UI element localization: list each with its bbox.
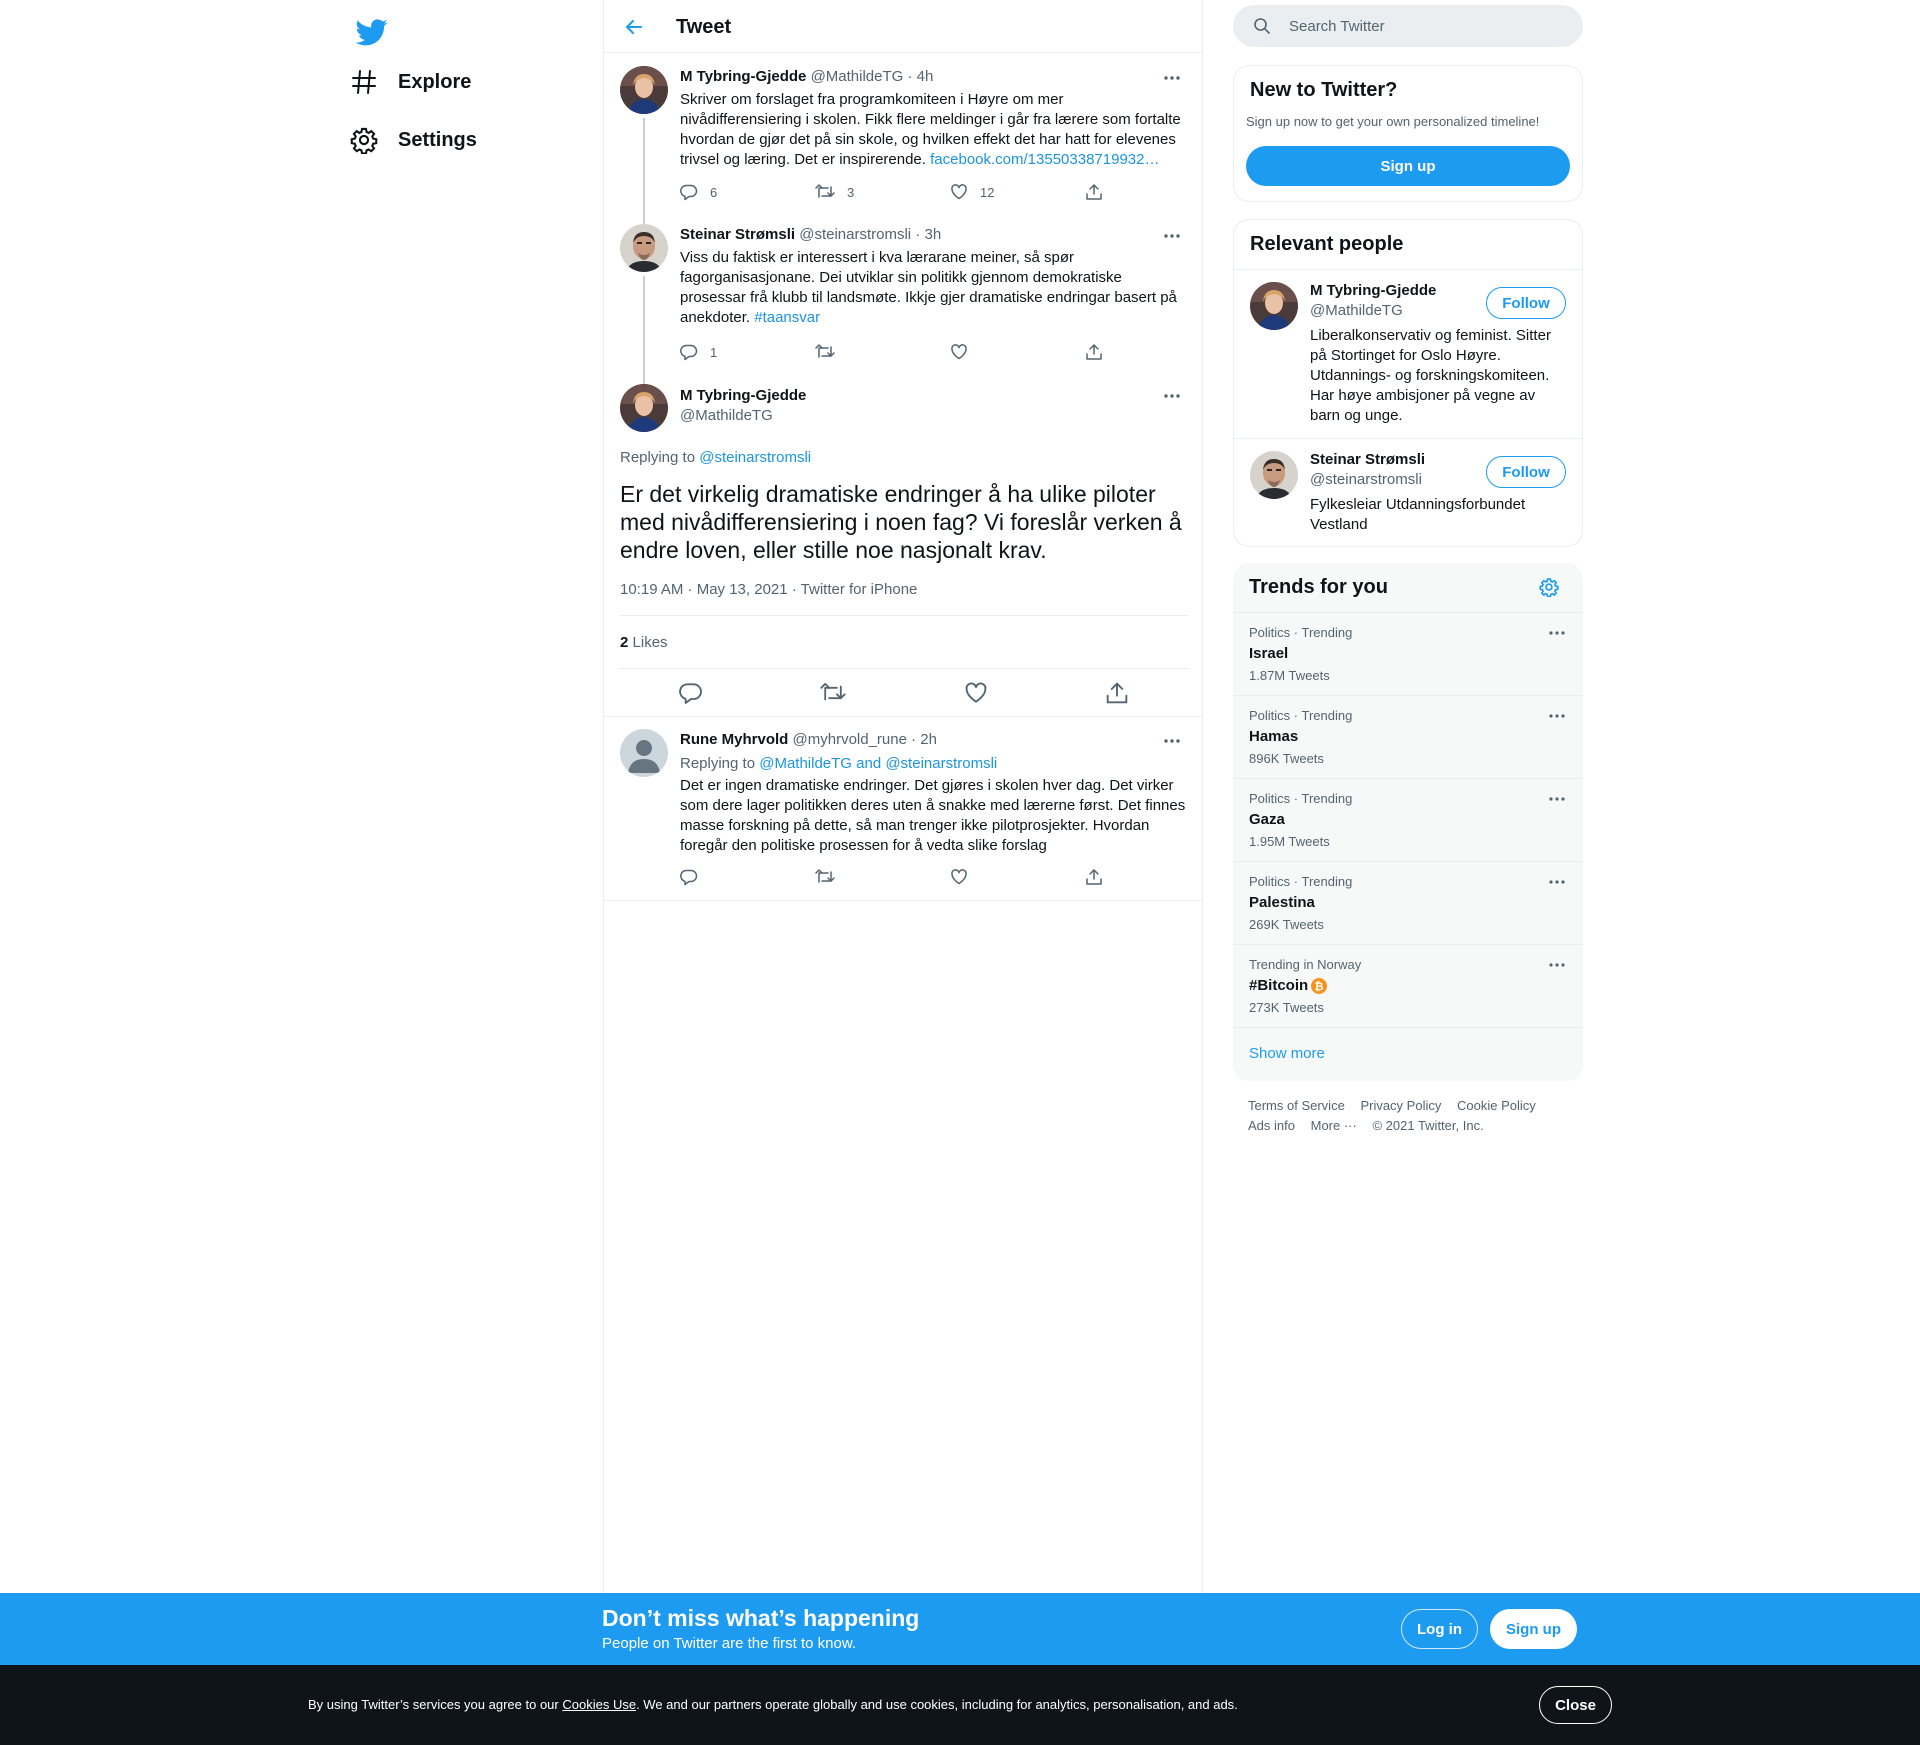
- show-more-link[interactable]: Show more: [1249, 1045, 1325, 1062]
- text-line: fagorganisasjonane. Dei utviklar sin politikk gjennom demokratiske: [680, 269, 1122, 286]
- search-input[interactable]: [1289, 5, 1569, 47]
- author-name[interactable]: M Tybring-Gjedde: [680, 68, 807, 85]
- author-name[interactable]: Steinar Strømsli: [680, 226, 796, 243]
- tweet-header: [680, 730, 937, 750]
- divider: [620, 615, 1188, 616]
- thread-connector: [643, 372, 645, 384]
- share-button[interactable]: [1085, 342, 1110, 362]
- footer-link[interactable]: Cookie Policy: [1456, 1098, 1536, 1113]
- trend-name: Palestina: [1249, 894, 1315, 911]
- heart-icon: [950, 868, 980, 886]
- text-line: hvordan de gjør det på sin skole, og hvilken effekt det har hatt for elevenes: [680, 131, 1176, 148]
- author-name[interactable]: Rune Myhrvold: [680, 731, 789, 748]
- text-line: foregår den politiske prosessen for å vedta slike forslag: [680, 837, 1047, 854]
- replying-to: [680, 754, 997, 774]
- trend-name: [1249, 977, 1327, 994]
- more-icon[interactable]: [1547, 627, 1567, 639]
- text-line: Er det virkelig dramatiske endringer å ha ulike piloter: [620, 481, 1156, 507]
- person-bio: [1310, 326, 1570, 426]
- thread-connector: [643, 212, 645, 224]
- footer-links: [1248, 1096, 1578, 1136]
- banner-signup-button[interactable]: Sign up: [1490, 1609, 1577, 1649]
- like-count: 12: [980, 184, 995, 200]
- more-icon[interactable]: [1160, 731, 1184, 751]
- gear-icon: [350, 126, 378, 154]
- signup-button[interactable]: Sign up: [1246, 146, 1570, 186]
- divider: [1233, 1027, 1583, 1028]
- more-icon[interactable]: [1547, 793, 1567, 805]
- relevant-people-card: [1233, 219, 1583, 547]
- avatar[interactable]: [620, 224, 668, 272]
- thread-tweet[interactable]: [604, 212, 1202, 372]
- reply-icon: [680, 868, 710, 886]
- bio-line: Liberalkonservativ og feminist. Sitter: [1310, 327, 1551, 344]
- hashtag-link[interactable]: #taansvar: [754, 309, 821, 326]
- signup-subtitle: Sign up now to get your own personalized timeline!: [1246, 114, 1540, 129]
- trend-name: Hamas: [1249, 728, 1299, 745]
- trend-category: Trending in Norway: [1249, 957, 1362, 972]
- more-icon[interactable]: [1547, 959, 1567, 971]
- trend-name: Gaza: [1249, 811, 1285, 828]
- cookies-use-link[interactable]: Cookies Use: [562, 1697, 637, 1712]
- follow-button[interactable]: Follow: [1486, 287, 1566, 319]
- cookie-bar: [0, 1665, 1920, 1745]
- replying-to: [620, 448, 811, 468]
- page-header: [604, 0, 1202, 53]
- bitcoin-icon: [1311, 978, 1327, 994]
- more-icon[interactable]: [1547, 710, 1567, 722]
- avatar[interactable]: [620, 66, 668, 114]
- trend-category: Politics · Trending: [1249, 625, 1353, 640]
- retweet-icon: [815, 868, 847, 886]
- more-icon[interactable]: [1160, 226, 1184, 246]
- person-item[interactable]: [1234, 438, 1582, 547]
- share-icon[interactable]: [1105, 681, 1129, 707]
- cookie-prefix: By using Twitter’s services you agree to our: [308, 1697, 559, 1712]
- page-title: Tweet: [676, 16, 732, 38]
- retweet-count: 3: [847, 184, 855, 200]
- card-title: Trends for you: [1249, 576, 1388, 598]
- close-button[interactable]: Close: [1539, 1686, 1612, 1724]
- reply-count: 6: [710, 184, 718, 200]
- tweet-actions: [680, 342, 1110, 362]
- tweet-time[interactable]: · 2h: [911, 731, 937, 748]
- bio-line: Har høye ambisjoner på vegne av: [1310, 387, 1536, 404]
- nav-explore-label: Explore: [398, 70, 472, 93]
- tweet-header: [680, 225, 941, 245]
- tweet-meta[interactable]: 10:19 AM · May 13, 2021 · Twitter for iPhone: [620, 581, 918, 598]
- trend-item[interactable]: [1233, 612, 1583, 695]
- trend-name: Israel: [1249, 645, 1289, 662]
- divider: [604, 900, 1202, 901]
- avatar[interactable]: [1250, 282, 1298, 330]
- banner-title: Don’t miss what’s happening: [602, 1605, 920, 1631]
- author-handle[interactable]: [680, 406, 773, 426]
- divider: [620, 668, 1188, 669]
- author-name[interactable]: [680, 386, 806, 406]
- share-icon: [1085, 183, 1115, 201]
- share-icon: [1085, 868, 1115, 886]
- person-name[interactable]: Steinar Strømsli: [1310, 451, 1426, 468]
- footer-link[interactable]: Privacy Policy: [1360, 1098, 1442, 1113]
- footer-link[interactable]: Ads info: [1248, 1118, 1295, 1133]
- author-handle[interactable]: @myhrvold_rune: [792, 731, 907, 748]
- login-button[interactable]: Log in: [1401, 1609, 1478, 1649]
- text-line: anekdoter.: [680, 309, 751, 326]
- nav-settings-label: Settings: [398, 128, 477, 151]
- replying-to-link[interactable]: @MathildeTG and @steinarstromsli: [759, 755, 998, 772]
- reply-button[interactable]: [680, 867, 815, 887]
- trend-category: Politics · Trending: [1249, 874, 1353, 889]
- bio-line: på Stortinget for Oslo Høyre.: [1310, 347, 1501, 364]
- hashtag-icon: [350, 68, 378, 96]
- cookie-suffix: . We and our partners operate globally and use cookies, including for analytics, personalisation, and ads.: [636, 1697, 1238, 1712]
- twitter-bird-icon[interactable]: [350, 10, 394, 54]
- share-icon: [1085, 343, 1115, 361]
- like-button[interactable]: [950, 342, 1085, 362]
- author-handle-text: @MathildeTG: [680, 407, 773, 424]
- tweet-text: [620, 480, 1188, 564]
- reply-icon[interactable]: [679, 681, 703, 707]
- tweet-actions: [620, 681, 1188, 707]
- signup-banner: [0, 1593, 1920, 1665]
- text-line: endre loven, eller stille noe nasjonalt krav.: [620, 537, 1047, 563]
- trend-item[interactable]: [1233, 695, 1583, 778]
- tweet-time[interactable]: · 3h: [915, 226, 942, 243]
- gear-icon[interactable]: [1539, 577, 1559, 597]
- reply-button[interactable]: [680, 182, 815, 202]
- avatar[interactable]: [620, 384, 668, 432]
- retweet-button[interactable]: [815, 342, 950, 362]
- person-name[interactable]: M Tybring-Gjedde: [1310, 282, 1437, 299]
- trend-category: Politics · Trending: [1249, 791, 1353, 806]
- footer-link[interactable]: Terms of Service: [1248, 1098, 1345, 1113]
- thread-connector: [643, 118, 645, 212]
- nav-explore[interactable]: [350, 58, 471, 106]
- card-title: New to Twitter?: [1250, 79, 1398, 101]
- author-handle[interactable]: @steinarstromsli: [799, 226, 912, 243]
- back-button[interactable]: [618, 11, 650, 43]
- main-column: [603, 0, 1203, 1593]
- tweet-time[interactable]: · 4h: [907, 68, 934, 85]
- person-handle[interactable]: @steinarstromsli: [1310, 471, 1422, 488]
- reply-icon: [680, 343, 710, 361]
- tweet-actions: [680, 867, 1110, 887]
- tweet-header: [680, 67, 933, 87]
- tweet-text: [680, 248, 1190, 328]
- share-button[interactable]: [1085, 182, 1110, 202]
- heart-icon: [950, 183, 980, 201]
- card-title: Relevant people: [1250, 233, 1404, 255]
- replying-prefix: Replying to: [680, 755, 756, 772]
- more-icon[interactable]: [1160, 68, 1184, 88]
- retweet-button[interactable]: [815, 867, 950, 887]
- text-line: Skriver om forslaget fra programkomiteen i Høyre om mer: [680, 91, 1064, 108]
- trend-count: 273K Tweets: [1249, 1000, 1324, 1015]
- search-icon: [1253, 17, 1271, 35]
- trend-count: 269K Tweets: [1249, 917, 1324, 932]
- text-line: masse forskning på dette, så man trenger ikke pilotprosjekter. Hvordan: [680, 817, 1150, 834]
- person-item[interactable]: [1234, 269, 1582, 438]
- thread-connector: [643, 276, 645, 372]
- reply-tweet[interactable]: [604, 717, 1202, 901]
- follow-button[interactable]: Follow: [1486, 456, 1566, 488]
- replying-prefix: Replying to: [620, 449, 696, 466]
- trend-item[interactable]: [1233, 778, 1583, 861]
- reply-count: 1: [710, 344, 718, 360]
- search-bar: [1233, 5, 1583, 47]
- avatar[interactable]: [620, 729, 668, 777]
- text-line: som dere lager politikken deres uten å snakke med lærerne først. Det finnes: [680, 797, 1186, 814]
- likes-label: Likes: [632, 634, 668, 651]
- person-bio: [1310, 495, 1570, 535]
- like-button[interactable]: [950, 182, 1085, 202]
- retweet-icon: [815, 343, 847, 361]
- retweet-button[interactable]: [815, 182, 950, 202]
- banner-subtitle: People on Twitter are the first to know.: [602, 1635, 857, 1652]
- tweet-text: [680, 776, 1190, 856]
- bio-line: Utdannings- og forskningskomiteen.: [1310, 367, 1550, 384]
- person-handle[interactable]: @MathildeTG: [1310, 302, 1403, 319]
- trend-count: 1.87M Tweets: [1249, 668, 1330, 683]
- text-line: Det er ingen dramatiske endringer. Det gjøres i skolen hver dag. Det virker: [680, 777, 1174, 794]
- bio-line: Vestland: [1310, 516, 1368, 533]
- reply-icon: [680, 183, 710, 201]
- avatar[interactable]: [1250, 451, 1298, 499]
- more-icon[interactable]: [1160, 386, 1184, 406]
- reply-button[interactable]: [680, 342, 815, 362]
- new-to-twitter-card: [1233, 65, 1583, 202]
- arrow-left-icon: [624, 17, 644, 37]
- text-line: prosessar frå klubb til landsmøte. Ikkje gjer dramatiske endringar basert på: [680, 289, 1177, 306]
- replying-to-link[interactable]: @steinarstromsli: [699, 449, 812, 466]
- likes-count: 2: [620, 634, 629, 651]
- trend-name-text: #Bitcoin: [1249, 977, 1309, 994]
- like-button[interactable]: [950, 867, 1085, 887]
- focused-tweet: [604, 372, 1202, 717]
- cookie-text: [308, 1697, 1238, 1712]
- text-line: nivådifferensiering i skolen. Fikk flere meldinger i går fra lærere som fortalte: [680, 111, 1181, 128]
- share-button[interactable]: [1085, 867, 1110, 887]
- trend-count: 896K Tweets: [1249, 751, 1324, 766]
- trends-card: [1233, 563, 1583, 1081]
- thread-tweet[interactable]: [604, 54, 1202, 212]
- retweet-icon[interactable]: [820, 681, 846, 707]
- text-line: med nivådifferensiering i noen fag? Vi foreslår verken å: [620, 509, 1182, 535]
- copyright: © 2021 Twitter, Inc.: [1372, 1118, 1484, 1133]
- author-handle[interactable]: @MathildeTG: [810, 68, 904, 85]
- nav-settings[interactable]: [350, 116, 477, 164]
- tweet-actions: [680, 182, 1110, 202]
- footer-link[interactable]: More ···: [1310, 1118, 1357, 1133]
- trend-category: Politics · Trending: [1249, 708, 1353, 723]
- trend-item[interactable]: [1233, 861, 1583, 944]
- more-icon[interactable]: [1547, 876, 1567, 888]
- trend-item[interactable]: [1233, 944, 1583, 1027]
- heart-icon[interactable]: [964, 681, 988, 707]
- trend-count: 1.95M Tweets: [1249, 834, 1330, 849]
- retweet-icon: [815, 183, 847, 201]
- heart-icon: [950, 343, 980, 361]
- svg-text:₿: ₿: [1314, 979, 1324, 993]
- external-link[interactable]: facebook.com/13550338719932…: [930, 151, 1160, 168]
- tweet-text: [680, 90, 1190, 170]
- author-name-text: M Tybring-Gjedde: [680, 387, 807, 404]
- text-line: trivsel og læring. Det er inspirerende.: [680, 151, 926, 168]
- bio-line: Fylkesleiar Utdanningsforbundet: [1310, 496, 1526, 513]
- likes-stat[interactable]: [620, 634, 668, 651]
- bio-line: barn og unge.: [1310, 407, 1403, 424]
- text-line: Viss du faktisk er interessert i kva lærarane meiner, så spør: [680, 249, 1075, 266]
